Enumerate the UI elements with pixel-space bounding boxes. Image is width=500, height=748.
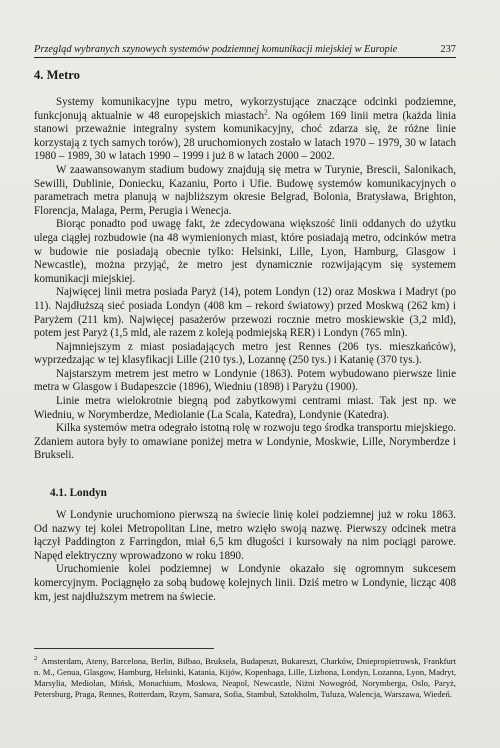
paragraph: Kilka systemów metra odegrało istotną rolę w rozwoju tego środka transportu miejskiego. Zdaniem autora były to omawiane poniżej metra w Londynie, Moskwie, Lille, Norymberdze i Brukseli.: [34, 422, 456, 462]
footnote: [34, 653, 456, 700]
paragraph: [34, 96, 456, 164]
paragraph: Uruchomienie kolei podziemnej w Londynie okazało się ogromnym sukcesem komercyjnym. Pociągnęło za sobą budowę kolejnych linii. Dziś metro w Londynie, licząc 408 km, jest najdłuższym metrem na świecie.: [34, 563, 456, 603]
paragraph: Linie metra wielokrotnie biegną pod zabytkowymi centrami miast. Tak jest np. we Wiedniu, w Norymberdze, Mediolanie (La Scala, Katedra), Londynie (Katedra).: [34, 395, 456, 421]
footnote-mark: 2: [34, 655, 38, 662]
running-head: [34, 44, 456, 58]
page-number: 237: [440, 44, 456, 55]
subsection-heading: 4.1. Londyn: [50, 487, 107, 499]
footnote-divider: [34, 648, 214, 649]
running-head-title: Przegląd wybranych szynowych systemów podziemnej komunikacji miejskiej w Europie: [34, 44, 398, 55]
paragraph: Biorąc ponadto pod uwagę fakt, że zdecydowana większość linii oddanych do użytku ulega ciągłej rozbudowie (na 48 wymienionych miast, które posiadają metro, odcinków metra w budowie nie posiadają obecnie tylko: Helsinki, Lille, Lyon, Hamburg, Glasgow i Newcastle), można przyjąć, że metro jest dynamicznie rozwijającym się systemem komunikacji miejskiej.: [34, 218, 456, 285]
subsection-body: [34, 509, 456, 604]
paragraph: W Londynie uruchomiono pierwszą na świecie linię kolei podziemnej już w roku 1863. Od nazwy tej kolei Metropolitan Line, metro wzięło swoją nazwę. Pierwszy odcinek metra łączył Paddington z Farringdon, miał 6,5 km długości i kursowały na nim pociągi parowe. Napęd elektryczny wprowadzono w roku 1890.: [34, 509, 456, 562]
footnote-reference: 2: [264, 107, 268, 116]
paragraph-text: . Na ogółem 169 linii metra (każda linia stanowi przeważnie integralny system komunikacyjny, choć zdarza się, że różne linie korzystają z tych samych torów), 28 uruchomionych zostało w latach 1970 – 1979, 30 w latach 1980 – 1989, 30 w latach 1990 – 1999 i już 8 w latach 2000 – 2002.: [34, 109, 456, 163]
paragraph: Najmniejszym z miast posiadających metro jest Rennes (206 tys. mieszkańców), wyprzedzając w tej klasyfikacji Lille (210 tys.), Lozannę (250 tys.) i Katanię (370 tys.).: [34, 340, 456, 367]
footnote-text: Amsterdam, Ateny, Barcelona, Berlin, Bilbao, Bruksela, Budapeszt, Bukareszt, Charków, Dniepropietrowsk, Frankfurt n. M., Genua, Glasgow, Hamburg, Helsinki, Katania, Kijów, Kopenhaga, Lille, Lizbona, Londyn, Lozanna, Lyon, Madryt, Marsylia, Mediolan, Mińsk, Monachium, Moskwa, Neapol, Newcastle, Niżni Nowogród, Norymberga, Oslo, Paryż, Petersburg, Praga, Rennes, Rotterdam, Rzym, Samara, Sofia, Stambuł, Sztokholm, Tuluza, Walencja, Warszawa, Wiedeń.: [34, 655, 456, 700]
paragraph: Najwięcej linii metra posiada Paryż (14), potem Londyn (12) oraz Moskwa i Madryt (po 11). Najdłuższą sieć posiada Londyn (408 km – rekord światowy) przed Moskwą (262 km) i Paryżem (211 km). Najwięcej pasażerów przewozi rocznie metro moskiewskie (3,2 mld), potem jest Paryż (1,5 mld, ale razem z koleją podmiejską RER) i Londyn (765 mln).: [34, 286, 456, 340]
paragraph: Najstarszym metrem jest metro w Londynie (1863). Potem wybudowano pierwsze linie metra w Glasgow i Budapeszcie (1896), Wiedniu (1898) i Paryżu (1900).: [34, 367, 456, 394]
paragraph: W zaawansowanym stadium budowy znajdują się metra w Turynie, Brescii, Salonikach, Sewilli, Dublinie, Doniecku, Kazaniu, Porto i Ufie. Budowę systemów komunikacyjnych o parametrach metra planują w najbliższym okresie Belgrad, Bolonia, Bratysława, Brighton, Florencja, Malaga, Perm, Perugia i Wenecja.: [34, 163, 456, 217]
section-heading: 4. Metro: [34, 68, 80, 82]
paragraph-text: Systemy komunikacyjne typu metro, wykorzystujące znaczące odcinki podziemne, funkcjonują aktualnie w 48 europejskich miastach: [34, 96, 456, 122]
section-body: [34, 96, 456, 463]
